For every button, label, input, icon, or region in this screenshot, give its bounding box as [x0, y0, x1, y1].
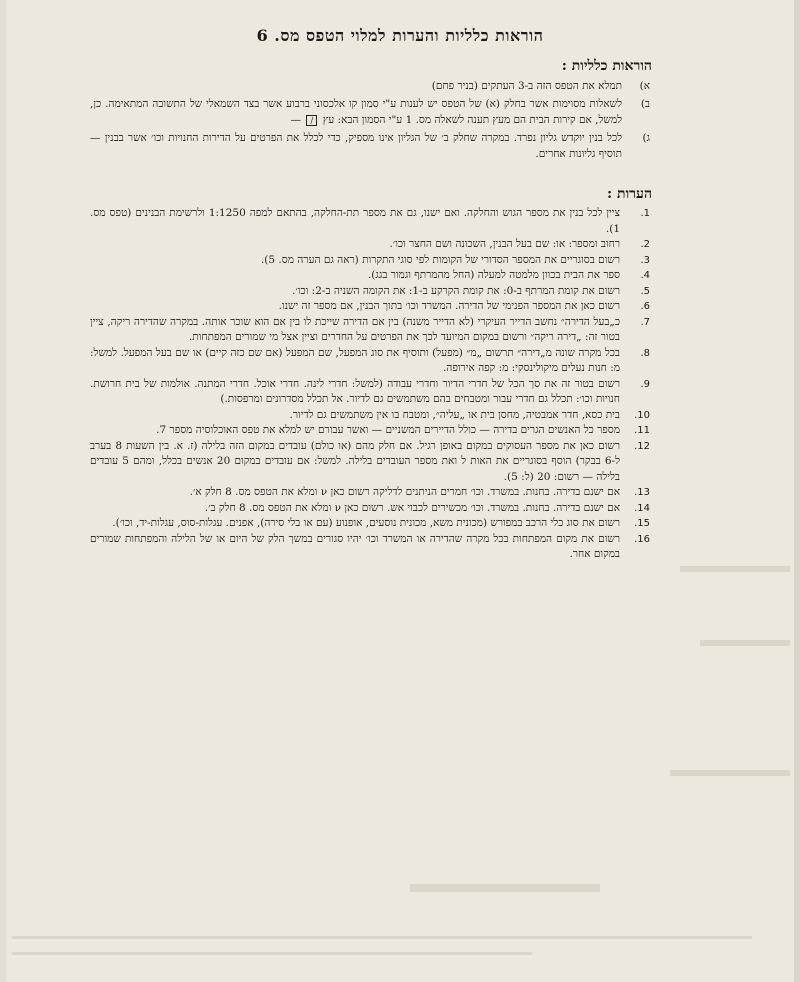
- note-text: אם ישנם בדירה. בחנות. במשרד. וכו׳ מכשירים לכבוי אש. רשום כאן ν ומלא את הטפס מס. 8 חלק ב׳.: [204, 501, 620, 514]
- note-text: כ„בעל הדירה״ נחשב הדייר העיקרי (לא הדייר משנה) בין אם הדירה שייכת לו בין אם הוא שוכר אותה. במקרה שהדירה ריקה, ציין בטור זה: „דירה ריקה״ ורשום במקום המיועד לכך את הפרטים על החדרים וציין אצל מי שמורים המפתחות.: [90, 315, 620, 343]
- note-text: רשום את סוג כלי הרכב במפורש (מכונית משא, מכונית נוסעים, אופנוע (עם או בלי סירה), אפנים. עגלות-סוס, עגלות-יד, וכו׳).: [112, 517, 620, 529]
- note-item-6: [90, 299, 650, 315]
- note-item-2: [90, 237, 650, 253]
- general-item-b: [90, 96, 650, 128]
- general-item-text: לכל בנין יוקדש גליון נפרד. במקרה שחלק ב׳ של הגליון אינו מספיק, כדי לכלל את הפרטים על הדירות החנויות וכו׳ אשר בבנין — תוסיף גליונות אחרים.: [90, 132, 622, 160]
- note-text: בית כסא, חדר אמבטיה, מחסן בית או „עליה״, ומטבח בו אין משתמשים גם לדיור.: [289, 408, 620, 421]
- note-number: 15.: [634, 518, 650, 529]
- note-number: 7.: [640, 316, 650, 328]
- note-number: 12.: [634, 440, 650, 452]
- general-item-label: ב): [640, 98, 650, 110]
- example-checkbox: /: [306, 115, 317, 126]
- note-number: 14.: [634, 502, 650, 514]
- note-text: רחוב ומספר: או: שם בעל הבנין, השכונה ושם החצר וכו׳.: [389, 238, 620, 250]
- note-number: 1.: [640, 208, 650, 219]
- note-item-8: [90, 346, 650, 377]
- general-item-label: ג): [642, 132, 650, 144]
- note-text: רשום את קומת המרתף ב-0: את קומת הקרקע ב-1: את הקומה השניה ב-2: וכו׳.: [292, 284, 620, 297]
- note-text: ספר את הבית בכוון מלמטה למעלה (החל מהמרתף וגמור בגג).: [367, 269, 620, 281]
- note-number: 10.: [634, 409, 650, 421]
- note-number: 5.: [640, 285, 650, 297]
- general-item-c: [90, 130, 650, 162]
- note-item-10: [90, 408, 650, 424]
- general-item-dash: —: [290, 114, 302, 126]
- note-text: אם ישנם בדירה. בחנות. במשרד. וכו׳ חמרים הניתנים לדליקה רשום כאן ν ומלא את הטפס מס. 8 חלק א׳.: [189, 486, 620, 498]
- general-instructions: [90, 78, 650, 164]
- note-text: רשום את מקום המפתחות בכל מקרה שהדירה או המשרד וכו׳ יהיו סגורים במשך הלק של היום או של הלילה והמפתחות שמורים במקום אחר.: [90, 532, 620, 560]
- note-text: רשום בטור זה את סך הכל של חדרי הדיור וחדרי עבודה (למשל: חדרי לינה. חדרי אוכל. חדרי המתנה. אולמות של בית חרושת. חנויות וכו׳: תכלל גם חדרי עבור ומטבחים בהם משתמשים גם לדיור. אל תכלל מסדרונים ומרפסות.): [90, 377, 620, 405]
- note-item-7: [90, 315, 650, 346]
- notes-list: [90, 206, 650, 563]
- note-text: מספר כל האנשים הגרים בדירה — כולל הדיירים המשניים — ואשר עבורם יש למלא את טפס האוכלוסיה מספר 7.: [156, 424, 620, 436]
- note-number: 13.: [634, 487, 650, 498]
- note-number: 9.: [640, 378, 650, 390]
- page-title: הוראות כלליות והערות למלוי הטפס מס. 6: [256, 26, 544, 45]
- note-number: 2.: [640, 239, 650, 250]
- bleed-through-mark: [12, 936, 752, 939]
- note-number: 6.: [640, 301, 650, 312]
- note-item-13: [90, 485, 650, 501]
- note-text: בכל מקרה שונה מ„דירה״ תרשום „מ״ (מפעל) ותוסיף את סוג המפעל, שם המפעל (אם שם כזה קיים) או שם בעל המפעל. למשל: מ: חנות נעלים מיקולינסקי: מ: קפה אירופה.: [90, 346, 620, 374]
- note-text: ציין לכל בנין את מספר הגוש והחלקה. ואם ישנו, גם את מספר תת-החלקה, בהתאם למפה 1:1250 ולרשימת הבנינים (טפס מס. 1).: [90, 207, 621, 235]
- general-item-text: תמלא את הטפס הזה ב-3 העתקים (בניר פחם): [431, 80, 622, 92]
- note-number: 3.: [640, 254, 650, 266]
- page-edge-left: [0, 0, 6, 982]
- bleed-through-mark: [700, 640, 790, 646]
- page-edge-right: [794, 0, 800, 982]
- notes-heading: הערות :: [606, 186, 652, 202]
- note-item-15: [90, 516, 650, 532]
- general-heading: הוראות כלליות :: [561, 58, 652, 74]
- note-number: 16.: [634, 533, 650, 545]
- note-text: רשום כאן את מספר העסוקים במקום באופן רגיל. אם חלק מהם (או כולם) עובדים במקום הזה בלילה (ז. א. בין השעות 8 בערב ל-6 בבקר) הוסף בסוגריים את האות ל ואת מספר העובדים בלילה. למשל: אם עובדים במקום 20 אנשים בכלל, ומהם 5 עובדים בלילה — רשום: 20 (ל: 5).: [90, 439, 620, 483]
- bleed-through-mark: [670, 770, 790, 776]
- note-item-11: [90, 423, 650, 439]
- general-item-a: [90, 78, 650, 94]
- bleed-through-mark: [12, 952, 532, 955]
- bleed-through-mark: [680, 566, 790, 572]
- note-number: 4.: [640, 270, 650, 281]
- note-number: 11.: [634, 425, 650, 436]
- general-item-label: א): [639, 80, 650, 92]
- note-number: 8.: [640, 347, 650, 359]
- note-item-1: [90, 206, 650, 237]
- note-item-9: [90, 377, 650, 408]
- general-item-text: לשאלות מסוימות אשר בחלק (א) של הטפס יש לענות ע"י סמון קו אלכסוני ברבוע אשר בצד השמאלי של התשובה המתאימה. כן, למשל, אם קירות הבית הם מעץ תענה לשאלה מס. 1 ע"י הסמון הבא: עץ: [90, 98, 622, 126]
- note-item-12: [90, 439, 650, 486]
- bleed-through-mark: [410, 884, 600, 892]
- note-text: רשום כאן את המספר הפנימי של הדירה. המשרד וכו׳ בתוך הבנין, אם מספר זה ישנו.: [278, 300, 620, 312]
- note-item-4: [90, 268, 650, 284]
- note-item-5: [90, 284, 650, 300]
- note-item-16: [90, 532, 650, 563]
- note-text: רשום בסוגריים את המספר הסדורי של הקומות לפי סוגי התקרות (ראה גם הערה מס. 5).: [260, 253, 620, 266]
- general-item-text-wrap: [90, 96, 622, 128]
- note-item-3: [90, 253, 650, 269]
- note-item-14: [90, 501, 650, 517]
